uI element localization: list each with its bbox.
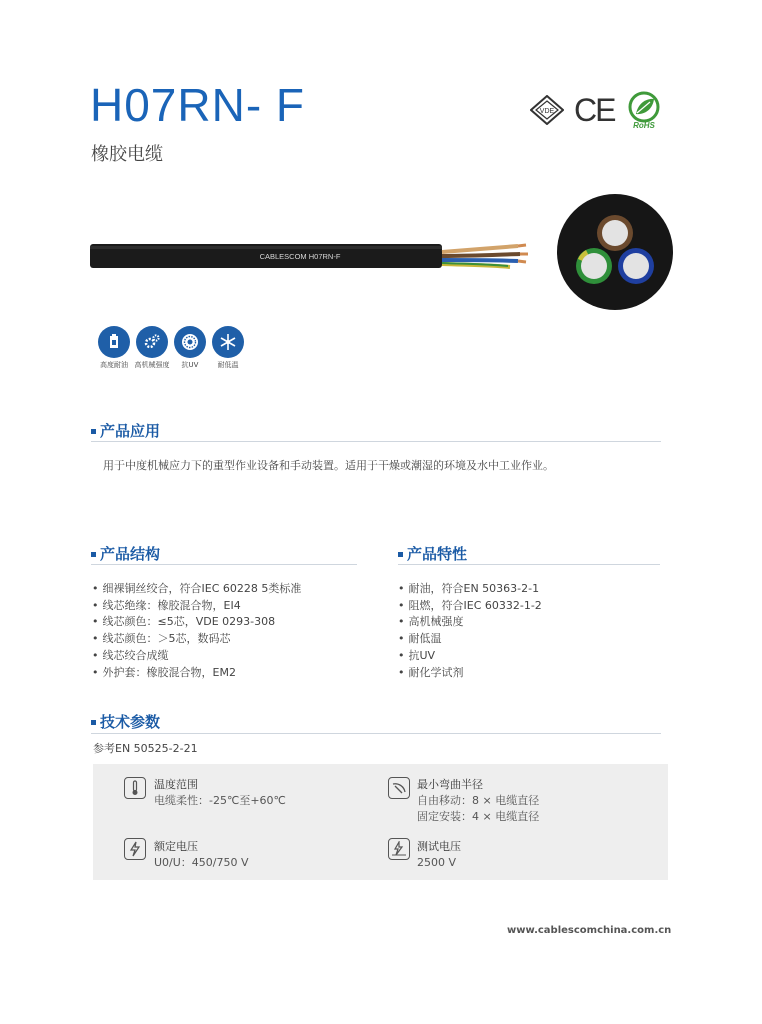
low-temp-icon xyxy=(212,326,244,358)
product-subtitle: 橡胶电缆 xyxy=(91,144,163,165)
list-item: • 抗UV xyxy=(398,648,542,665)
list-item: • 阻燃，符合IEC 60332-1-2 xyxy=(398,598,542,615)
divider xyxy=(91,564,357,565)
param-value: 2500 V xyxy=(417,856,457,869)
cable-image xyxy=(90,238,530,278)
param-value: 固定安装：4 × 电缆直径 xyxy=(417,810,540,823)
vde-logo xyxy=(530,95,564,125)
feature-label: 耐低温 xyxy=(217,361,239,369)
param-rated-voltage xyxy=(154,839,249,871)
param-title: 温度范围 xyxy=(154,778,198,791)
technical-heading: 技术参数 xyxy=(91,711,160,732)
high-temp-oil-icon xyxy=(98,326,130,358)
svg-text:VDE: VDE xyxy=(539,108,555,115)
characteristics-heading: 产品特性 xyxy=(398,543,467,564)
list-item: • 线芯颜色：＞5芯，数码芯 xyxy=(92,631,301,648)
divider xyxy=(91,733,661,734)
divider xyxy=(91,441,661,442)
param-value: U0/U：450/750 V xyxy=(154,856,249,869)
rohs-logo xyxy=(624,90,664,130)
param-test-voltage xyxy=(417,839,461,871)
param-temperature xyxy=(154,777,286,809)
website-link[interactable]: www.cablescomchina.com.cn xyxy=(507,925,672,936)
list-item: • 耐化学试剂 xyxy=(398,665,542,682)
application-text: 用于中度机械应力下的重型作业设备和手动装置。适用于干燥或潮湿的环境及水中工业作业。 xyxy=(103,459,554,472)
divider xyxy=(398,564,660,565)
param-value: 自由移动：8 × 电缆直径 xyxy=(417,794,540,807)
list-item: • 高机械强度 xyxy=(398,614,542,631)
list-item: • 线芯绝缘：橡胶混合物，EI4 xyxy=(92,598,301,615)
param-value: 电缆柔性：-25℃至+60℃ xyxy=(154,794,286,807)
uv-icon xyxy=(174,326,206,358)
feature-label: 高度耐油 xyxy=(100,361,128,369)
certification-logos xyxy=(530,90,664,130)
product-title: H07RN- F xyxy=(90,79,306,131)
cable-print-text: CABLESCOM H07RN-F xyxy=(259,252,341,261)
feature-item xyxy=(136,326,168,370)
param-title: 额定电压 xyxy=(154,840,198,853)
test-voltage-icon xyxy=(388,838,410,860)
structure-heading: 产品结构 xyxy=(91,543,160,564)
heading-marker xyxy=(398,552,403,557)
svg-text:RoHS: RoHS xyxy=(633,121,656,130)
feature-item xyxy=(174,326,206,370)
param-title: 测试电压 xyxy=(417,840,461,853)
param-bend-radius xyxy=(417,777,539,825)
list-item: • 细裸铜丝绞合，符合IEC 60228 5类标准 xyxy=(92,581,301,598)
heading-marker xyxy=(91,429,96,434)
heading-marker xyxy=(91,552,96,557)
ce-logo: CE xyxy=(574,91,615,128)
feature-icons xyxy=(98,326,244,370)
feature-label: 抗UV xyxy=(181,361,199,369)
feature-item xyxy=(98,326,130,370)
mechanical-strength-icon xyxy=(136,326,168,358)
characteristics-list xyxy=(398,581,542,681)
cable-cross-section xyxy=(556,193,674,311)
list-item: • 线芯颜色：≤5芯，VDE 0293-308 xyxy=(92,614,301,631)
structure-list xyxy=(92,581,301,681)
thermometer-icon xyxy=(124,777,146,799)
list-item: • 外护套：橡胶混合物，EM2 xyxy=(92,665,301,682)
technical-reference: 参考EN 50525-2-21 xyxy=(93,742,198,755)
voltage-icon xyxy=(124,838,146,860)
bend-radius-icon xyxy=(388,777,410,799)
list-item: • 耐低温 xyxy=(398,631,542,648)
feature-label: 高机械强度 xyxy=(134,361,170,369)
param-title: 最小弯曲半径 xyxy=(417,778,483,791)
list-item: • 耐油，符合EN 50363-2-1 xyxy=(398,581,542,598)
list-item: • 线芯绞合成缆 xyxy=(92,648,301,665)
heading-marker xyxy=(91,720,96,725)
feature-item xyxy=(212,326,244,370)
application-heading: 产品应用 xyxy=(91,420,160,441)
